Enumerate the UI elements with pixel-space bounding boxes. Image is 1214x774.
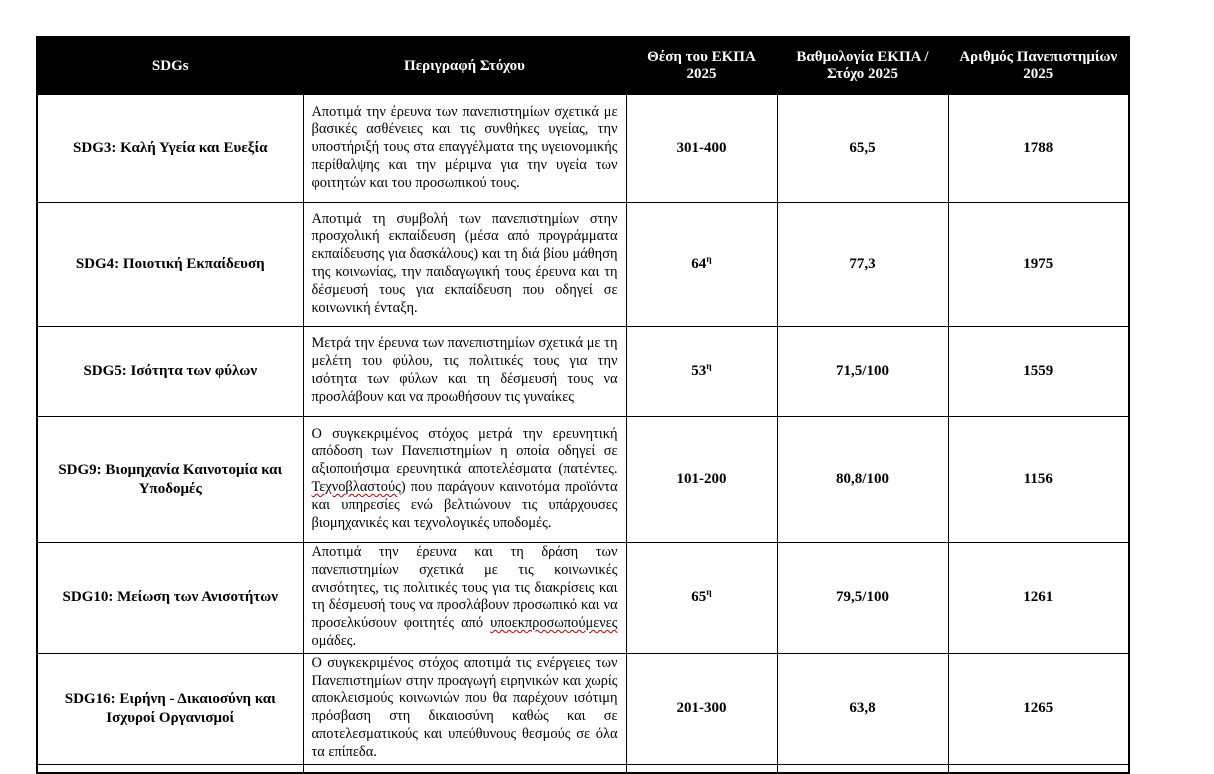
header-cell-score: Βαθμολογία ΕΚΠΑ /Στόχο 2025 [777,37,948,95]
sdg-title: SDG5: Ισότητα των φύλων [37,327,303,417]
universities-count: 1788 [948,95,1129,203]
sdg-title: SDG4: Ποιοτική Εκπαίδευση [37,203,303,327]
empty-cell [37,764,303,773]
position-value [626,203,777,327]
misspelled-word: Τεχνοβλαστούς [311,479,401,495]
position-value [626,653,777,764]
sdg-description [303,653,626,764]
sdg-title: SDG16: Ειρήνη - Δικαιοσύνη και Ισχυροί Οργανισμοί [37,653,303,764]
table-row-sdg9 [37,417,1129,543]
universities-count: 1156 [948,417,1129,543]
position-number: 65 [691,589,707,606]
position-value [626,417,777,543]
table-header-row [37,37,1129,95]
position-value [626,327,777,417]
description-text: Αποτιμά την έρευνα των πανεπιστημίων σχετικά με βασικές ασθένειες και τις συνθήκες υγείας, την υποστήριξή τους στα επαγγέλματα της υγειονομικής περίθαλψης και την μέριμνα για την υγεία των φοιτητών και του προσωπικού τους. [311,103,618,191]
position-ordinal-suffix: η [706,255,712,265]
sdg-title: SDG3: Καλή Υγεία και Ευεξία [37,95,303,203]
score-value: 65,5 [777,95,948,203]
sdg-description [303,95,626,203]
sdg-description [303,543,626,654]
sdg-title: SDG10: Μείωση των Ανισοτήτων [37,543,303,654]
score-value: 80,8/100 [777,417,948,543]
header-cell-sdgs: SDGs [37,37,303,95]
score-value: 71,5/100 [777,327,948,417]
universities-count: 1975 [948,203,1129,327]
position-ordinal-suffix: η [706,588,712,599]
description-text: Ο συγκεκριμένος στόχος αποτιμά τις ενέργειες των Πανεπιστημίων στην προαγωγή ειρηνικών και χωρίς αποκλεισμούς κοινωνιών που θα παρέχουν ισότιμη πρόσβαση στη δικαιοσύνη καθώς και σε αποτελεσματικούς και υπεύθυνους θεσμούς σε όλα τα επίπεδα. [311,654,618,760]
sdg-description [303,203,626,327]
score-value: 79,5/100 [777,543,948,654]
description-text: Αποτιμά τη συμβολή των πανεπιστημίων στην προσχολική εκπαίδευση (μέσα από προγράμματα εκπαίδευσης για δασκάλους) και τη διά βίου μάθηση της κοινωνίας, την παιδαγωγική τους έρευνα και τη δέσμευσή τους για εκπαίδευση που οδηγεί σε κοινωνική ένταξη. [311,210,618,316]
sdg-rankings-table [36,36,1130,774]
description-text-tail: ομάδες. [311,632,357,649]
table-row-sdg4 [37,203,1129,327]
sdg-description [303,327,626,417]
header-cell-description: Περιγραφή Στόχου [303,37,626,95]
universities-count: 1265 [948,653,1129,764]
score-value: 63,8 [777,653,948,764]
position-ordinal-suffix: η [706,362,712,372]
description-text-tail: ) που παράγουν καινοτόμα προϊόντα και υπηρεσίες ενώ βελτιώνουν τις υπάρχουσες βιομηχανικές και τεχνολογικές υποδομές. [311,479,618,531]
table-row-sdg16 [37,653,1129,764]
position-number: 201-300 [676,700,727,717]
position-value [626,543,777,654]
score-value: 77,3 [777,203,948,327]
misspelled-word: υποεκπροσωπούμενες [490,615,618,632]
description-text: Ο συγκεκριμένος στόχος μετρά την ερευνητική απόδοση των Πανεπιστημίων η οποία οδηγεί σε αξιοποιήσιμα ερευνητικά αποτελέσματα (πατέντες. [311,425,618,478]
description-text: Αποτιμά την έρευνα και τη δράση των πανεπιστημίων σχετικά με τις κοινωνικές ανισότητες, τις πολιτικές τους για τις διακρίσεις και τη δέσμευσή τους να προσλάβουν προσωπικό και να προσελκύσουν φοιτητές από [311,544,618,632]
empty-cell [303,764,626,773]
position-number: 101-200 [676,471,727,487]
header-cell-position: Θέση του ΕΚΠΑ 2025 [626,37,777,95]
universities-count: 1261 [948,543,1129,654]
empty-cell [626,764,777,773]
table-row-sdg3 [37,95,1129,203]
table-row-empty [37,764,1129,773]
position-number: 301-400 [676,140,727,156]
description-text: Μετρά την έρευνα των πανεπιστημίων σχετικά με τη μελέτη του φύλου, τις πολιτικές τους για την ισότητα των φύλων και τη δέσμευσή τους να προσλάβουν και να προωθήσουν τις γυναίκες [311,335,618,405]
position-number: 53 [691,363,707,379]
universities-count: 1559 [948,327,1129,417]
header-cell-universities: Αριθμός Πανεπιστημίων 2025 [948,37,1129,95]
position-number: 64 [691,256,707,272]
empty-cell [948,764,1129,773]
position-value [626,95,777,203]
table-row-sdg10 [37,543,1129,654]
empty-cell [777,764,948,773]
sdg-description [303,417,626,543]
sdg-title: SDG9: Βιομηχανία Καινοτομία και Υποδομές [37,417,303,543]
table-row-sdg5 [37,327,1129,417]
